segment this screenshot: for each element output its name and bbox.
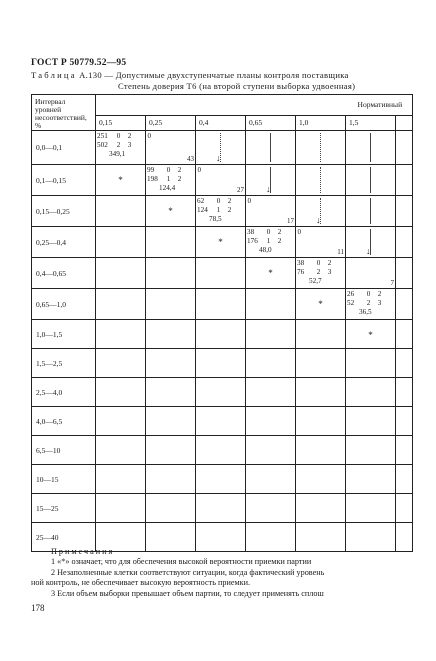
plan-cell: [346, 131, 396, 165]
row-interval-label: 0,1—0,15: [32, 165, 96, 196]
plan-cell: [246, 196, 296, 227]
quality-level-header: 0,4: [196, 115, 246, 130]
sampling-plan: [297, 259, 335, 285]
guide-line: [370, 167, 371, 193]
plan-cell: [146, 165, 201, 196]
plan-line: [97, 132, 135, 141]
star-marker: *: [168, 206, 173, 216]
table-row: [32, 378, 413, 407]
plan-value: 0: [316, 259, 321, 267]
plan-cell: [246, 407, 296, 436]
table-row: [32, 349, 413, 378]
plan-cell: [346, 407, 396, 436]
row-interval-label: 4,0—6,5: [32, 407, 96, 436]
plan-value: 62: [197, 197, 205, 205]
plan-cell: [296, 196, 346, 227]
plan-limit-value: 27: [237, 186, 244, 194]
plan-cell: [96, 320, 146, 349]
plan-cell: [346, 436, 396, 465]
plan-cell: [296, 320, 346, 349]
plan-cell: [396, 494, 413, 523]
quality-level-header: 1,5: [346, 115, 396, 130]
plan-cell: [296, 258, 346, 289]
table-word: Таблица: [31, 70, 77, 80]
plan-cell: [246, 349, 296, 378]
plan-value: 502: [97, 140, 108, 149]
table-row: [32, 494, 413, 523]
acceptance-plans-table: [31, 94, 413, 552]
plan-cell: [396, 407, 413, 436]
plan-value: 38: [247, 228, 255, 236]
plan-cell: [396, 196, 413, 227]
plan-cell: [146, 258, 196, 289]
plan-cell: [196, 131, 246, 165]
table-row: [32, 196, 413, 227]
plan-cell: [346, 320, 396, 349]
plan-line: [147, 175, 185, 184]
plan-cell: [346, 289, 396, 320]
plan-cell: [196, 494, 246, 523]
sampling-plan: [347, 290, 385, 316]
sampling-plan: [147, 166, 185, 192]
star-marker: *: [318, 299, 323, 309]
row-interval-label: 25—40: [32, 523, 96, 552]
plan-value: 3: [127, 140, 132, 149]
table-caption-rest: А.130 — Допустимые двухступенчатые планы контроля поставщика: [76, 70, 349, 80]
table-row: [32, 465, 413, 494]
plan-cell: [396, 436, 413, 465]
plan-cell: [346, 165, 396, 196]
table-caption-line2: Степень доверия Т6 (на второй ступени выборка удвоенная): [118, 81, 356, 91]
plan-cell: [146, 378, 196, 407]
plan-value: 2: [316, 267, 321, 276]
plan-line: [97, 141, 135, 150]
star-marker: *: [368, 330, 373, 340]
plan-value: 2: [377, 290, 382, 298]
plan-value: 3: [377, 298, 382, 307]
plan-line: [197, 206, 235, 215]
plan-cell: [146, 407, 196, 436]
plan-value: 2: [227, 205, 232, 214]
table-body: [32, 131, 413, 552]
plan-value: 2: [127, 132, 132, 140]
plan-line: [197, 197, 235, 206]
sampling-plan: [247, 228, 285, 254]
row-interval-label: 1,0—1,5: [32, 320, 96, 349]
plan-cell: [246, 465, 296, 494]
star-marker: *: [218, 237, 223, 247]
plan-cell: [146, 227, 196, 258]
row-interval-label: 0,15—0,25: [32, 196, 96, 227]
table-row: [32, 227, 413, 258]
guide-line: [370, 198, 371, 224]
plan-value: 2: [177, 166, 182, 174]
plan-cell: [146, 289, 196, 320]
table-row: [32, 320, 413, 349]
row-interval-label: 2,5—4,0: [32, 378, 96, 407]
plan-average: 124,4: [159, 183, 176, 192]
plan-cell: [96, 289, 146, 320]
plan-cell: [96, 131, 151, 165]
plan-cell: [246, 165, 296, 196]
sampling-plan: [97, 132, 135, 158]
table-row: [32, 436, 413, 465]
normative-header: Нормативный: [96, 95, 413, 116]
corner-header: [32, 95, 96, 131]
plan-cell: [346, 465, 396, 494]
plan-cell: [346, 349, 396, 378]
plan-value: 76: [297, 267, 305, 276]
plan-cell: [196, 227, 246, 258]
plan-cell: [396, 227, 413, 258]
plan-cell: [396, 258, 413, 289]
plan-value: 0: [366, 290, 371, 298]
plan-cell: [396, 165, 413, 196]
star-marker: *: [268, 268, 273, 278]
plan-cell: [296, 378, 346, 407]
page-number: 178: [31, 603, 45, 613]
guide-line: [270, 133, 271, 162]
note-3: 3 Если объем выборки превышает объем партии, то следует применять сплош: [51, 588, 324, 598]
plan-cell: [296, 349, 346, 378]
plan-line: [297, 268, 335, 277]
plan-line: [247, 237, 285, 246]
plan-value: 2: [177, 174, 182, 183]
plan-cell: [196, 465, 246, 494]
plan-value: 38: [297, 259, 305, 267]
plan-cell: [96, 349, 146, 378]
plan-value: 2: [116, 140, 121, 149]
plan-cell: [146, 436, 196, 465]
plan-cell: [146, 465, 196, 494]
note-2-cont: ной контроль, не обеспечивает высокую вероятность приемки.: [31, 578, 251, 588]
plan-cell: [396, 131, 413, 165]
plan-value: 2: [327, 259, 332, 267]
plan-cell: [196, 165, 246, 196]
row-interval-label: 6,5—10: [32, 436, 96, 465]
plan-line: [147, 166, 185, 175]
note-1: 1 «*» означает, что для обеспечения высокой вероятности приемки партии: [51, 557, 312, 567]
plan-limit-value: 17: [287, 217, 294, 225]
plan-cell: [196, 436, 246, 465]
plan-value: 0: [116, 132, 121, 140]
plan-cell: [296, 165, 346, 196]
guide-line: [320, 133, 321, 162]
plan-cell: [96, 165, 146, 196]
plan-cell: [96, 465, 146, 494]
plan-cell: [196, 320, 246, 349]
plan-value: 1: [266, 236, 271, 245]
plan-cell: [96, 407, 146, 436]
plan-cell: [346, 258, 396, 289]
plan-cell: [346, 227, 396, 258]
plan-average: 52,7: [309, 276, 322, 285]
plan-line: [347, 299, 385, 308]
plan-line: [247, 228, 285, 237]
row-interval-label: 0,4—0,65: [32, 258, 96, 289]
plan-average: 36,5: [359, 307, 372, 316]
table-row: [32, 289, 413, 320]
plan-cell: [96, 378, 146, 407]
plan-cell: [296, 407, 346, 436]
quality-level-header: 0,25: [146, 115, 196, 130]
plan-cell: [246, 131, 296, 165]
plan-value: 2: [227, 197, 232, 205]
plan-cell: [396, 349, 413, 378]
plan-cell: [246, 227, 301, 258]
plan-cell: [246, 436, 296, 465]
plan-average: 48,0: [259, 245, 272, 254]
star-marker: *: [118, 175, 123, 185]
standard-header: ГОСТ Р 50779.52—95: [31, 58, 127, 68]
plan-value: 2: [277, 236, 282, 245]
plan-value: 176: [247, 236, 258, 245]
row-interval-label: 1,5—2,5: [32, 349, 96, 378]
plan-value: 124: [197, 205, 208, 214]
plan-cell: [246, 320, 296, 349]
table-row: [32, 407, 413, 436]
notes-block: [31, 547, 416, 599]
plan-cell: [396, 465, 413, 494]
quality-level-header: 0,15: [96, 115, 146, 130]
plan-cell: [346, 494, 396, 523]
row-interval-label: 10—15: [32, 465, 96, 494]
plan-value: 0: [216, 197, 221, 205]
guide-line: [370, 133, 371, 162]
plan-limit-value: 11: [337, 248, 344, 256]
plan-side-value: 0: [247, 197, 251, 205]
corner-label-2: несоответствий, %: [35, 113, 87, 130]
plan-cell: [396, 289, 413, 320]
plan-cell: [346, 378, 396, 407]
corner-label-1: Интервал уровней: [35, 97, 66, 114]
plan-cell: [296, 227, 346, 258]
plan-limit-value: 7: [390, 279, 394, 287]
down-arrow-icon: ↓: [366, 246, 371, 256]
note-2: 2 Незаполненные клетки соответствуют ситуации, когда фактический уровень: [51, 567, 325, 577]
plan-side-value: 0: [197, 166, 201, 174]
quality-level-header: 1,0: [296, 115, 346, 130]
plan-cell: [96, 196, 146, 227]
plan-cell: [196, 378, 246, 407]
plan-value: 198: [147, 174, 158, 183]
table-row: [32, 258, 413, 289]
plan-cell: [146, 349, 196, 378]
plan-cell: [296, 436, 346, 465]
plan-value: 1: [216, 205, 221, 214]
plan-cell: [146, 196, 196, 227]
plan-value: 0: [166, 166, 171, 174]
plan-value: 251: [97, 132, 108, 140]
plan-cell: [396, 320, 413, 349]
plan-cell: [146, 494, 196, 523]
notes-title: Примечания: [51, 547, 115, 556]
extra-column-header: [396, 115, 413, 130]
plan-line: [347, 290, 385, 299]
plan-cell: [246, 494, 296, 523]
plan-value: 26: [347, 290, 355, 298]
plan-value: 0: [266, 228, 271, 236]
plan-cell: [246, 378, 296, 407]
plan-cell: [196, 407, 246, 436]
guide-line: [320, 167, 321, 193]
sampling-plan: [197, 197, 235, 223]
plan-side-value: 0: [147, 132, 151, 140]
plan-cell: [396, 378, 413, 407]
plan-value: 1: [166, 174, 171, 183]
plan-cell: [296, 131, 346, 165]
plan-cell: [96, 436, 146, 465]
quality-level-header: 0,65: [246, 115, 296, 130]
plan-cell: [146, 320, 196, 349]
plan-cell: [146, 131, 196, 165]
row-interval-label: 0,0—0,1: [32, 131, 96, 165]
plan-cell: [246, 289, 296, 320]
plan-cell: [296, 465, 346, 494]
plan-cell: [196, 196, 251, 227]
table-caption: [31, 70, 349, 80]
plan-cell: [196, 258, 246, 289]
plan-value: 99: [147, 166, 155, 174]
plan-average: 78,5: [209, 214, 222, 223]
row-interval-label: 0,25—0,4: [32, 227, 96, 258]
plan-cell: [196, 289, 246, 320]
plan-cell: [296, 289, 346, 320]
plan-cell: [96, 227, 146, 258]
row-interval-label: 15—25: [32, 494, 96, 523]
plan-value: 2: [366, 298, 371, 307]
row-interval-label: 0,65—1,0: [32, 289, 96, 320]
plan-limit-value: 43: [187, 155, 194, 163]
table-row: [32, 165, 413, 196]
table-row: [32, 131, 413, 165]
plan-cell: [196, 349, 246, 378]
plan-cell: [96, 258, 146, 289]
down-arrow-icon: ↓: [266, 184, 271, 194]
plan-value: 3: [327, 267, 332, 276]
plan-cell: [296, 494, 346, 523]
plan-value: 52: [347, 298, 355, 307]
plan-cell: [346, 196, 396, 227]
down-arrow-icon: ↓: [216, 153, 221, 163]
plan-cell: [246, 258, 296, 289]
plan-average: 349,1: [109, 149, 126, 158]
down-arrow-icon: ↓: [316, 215, 321, 225]
plan-cell: [96, 494, 146, 523]
plan-line: [297, 259, 335, 268]
plan-value: 2: [277, 228, 282, 236]
plan-side-value: 0: [297, 228, 301, 236]
